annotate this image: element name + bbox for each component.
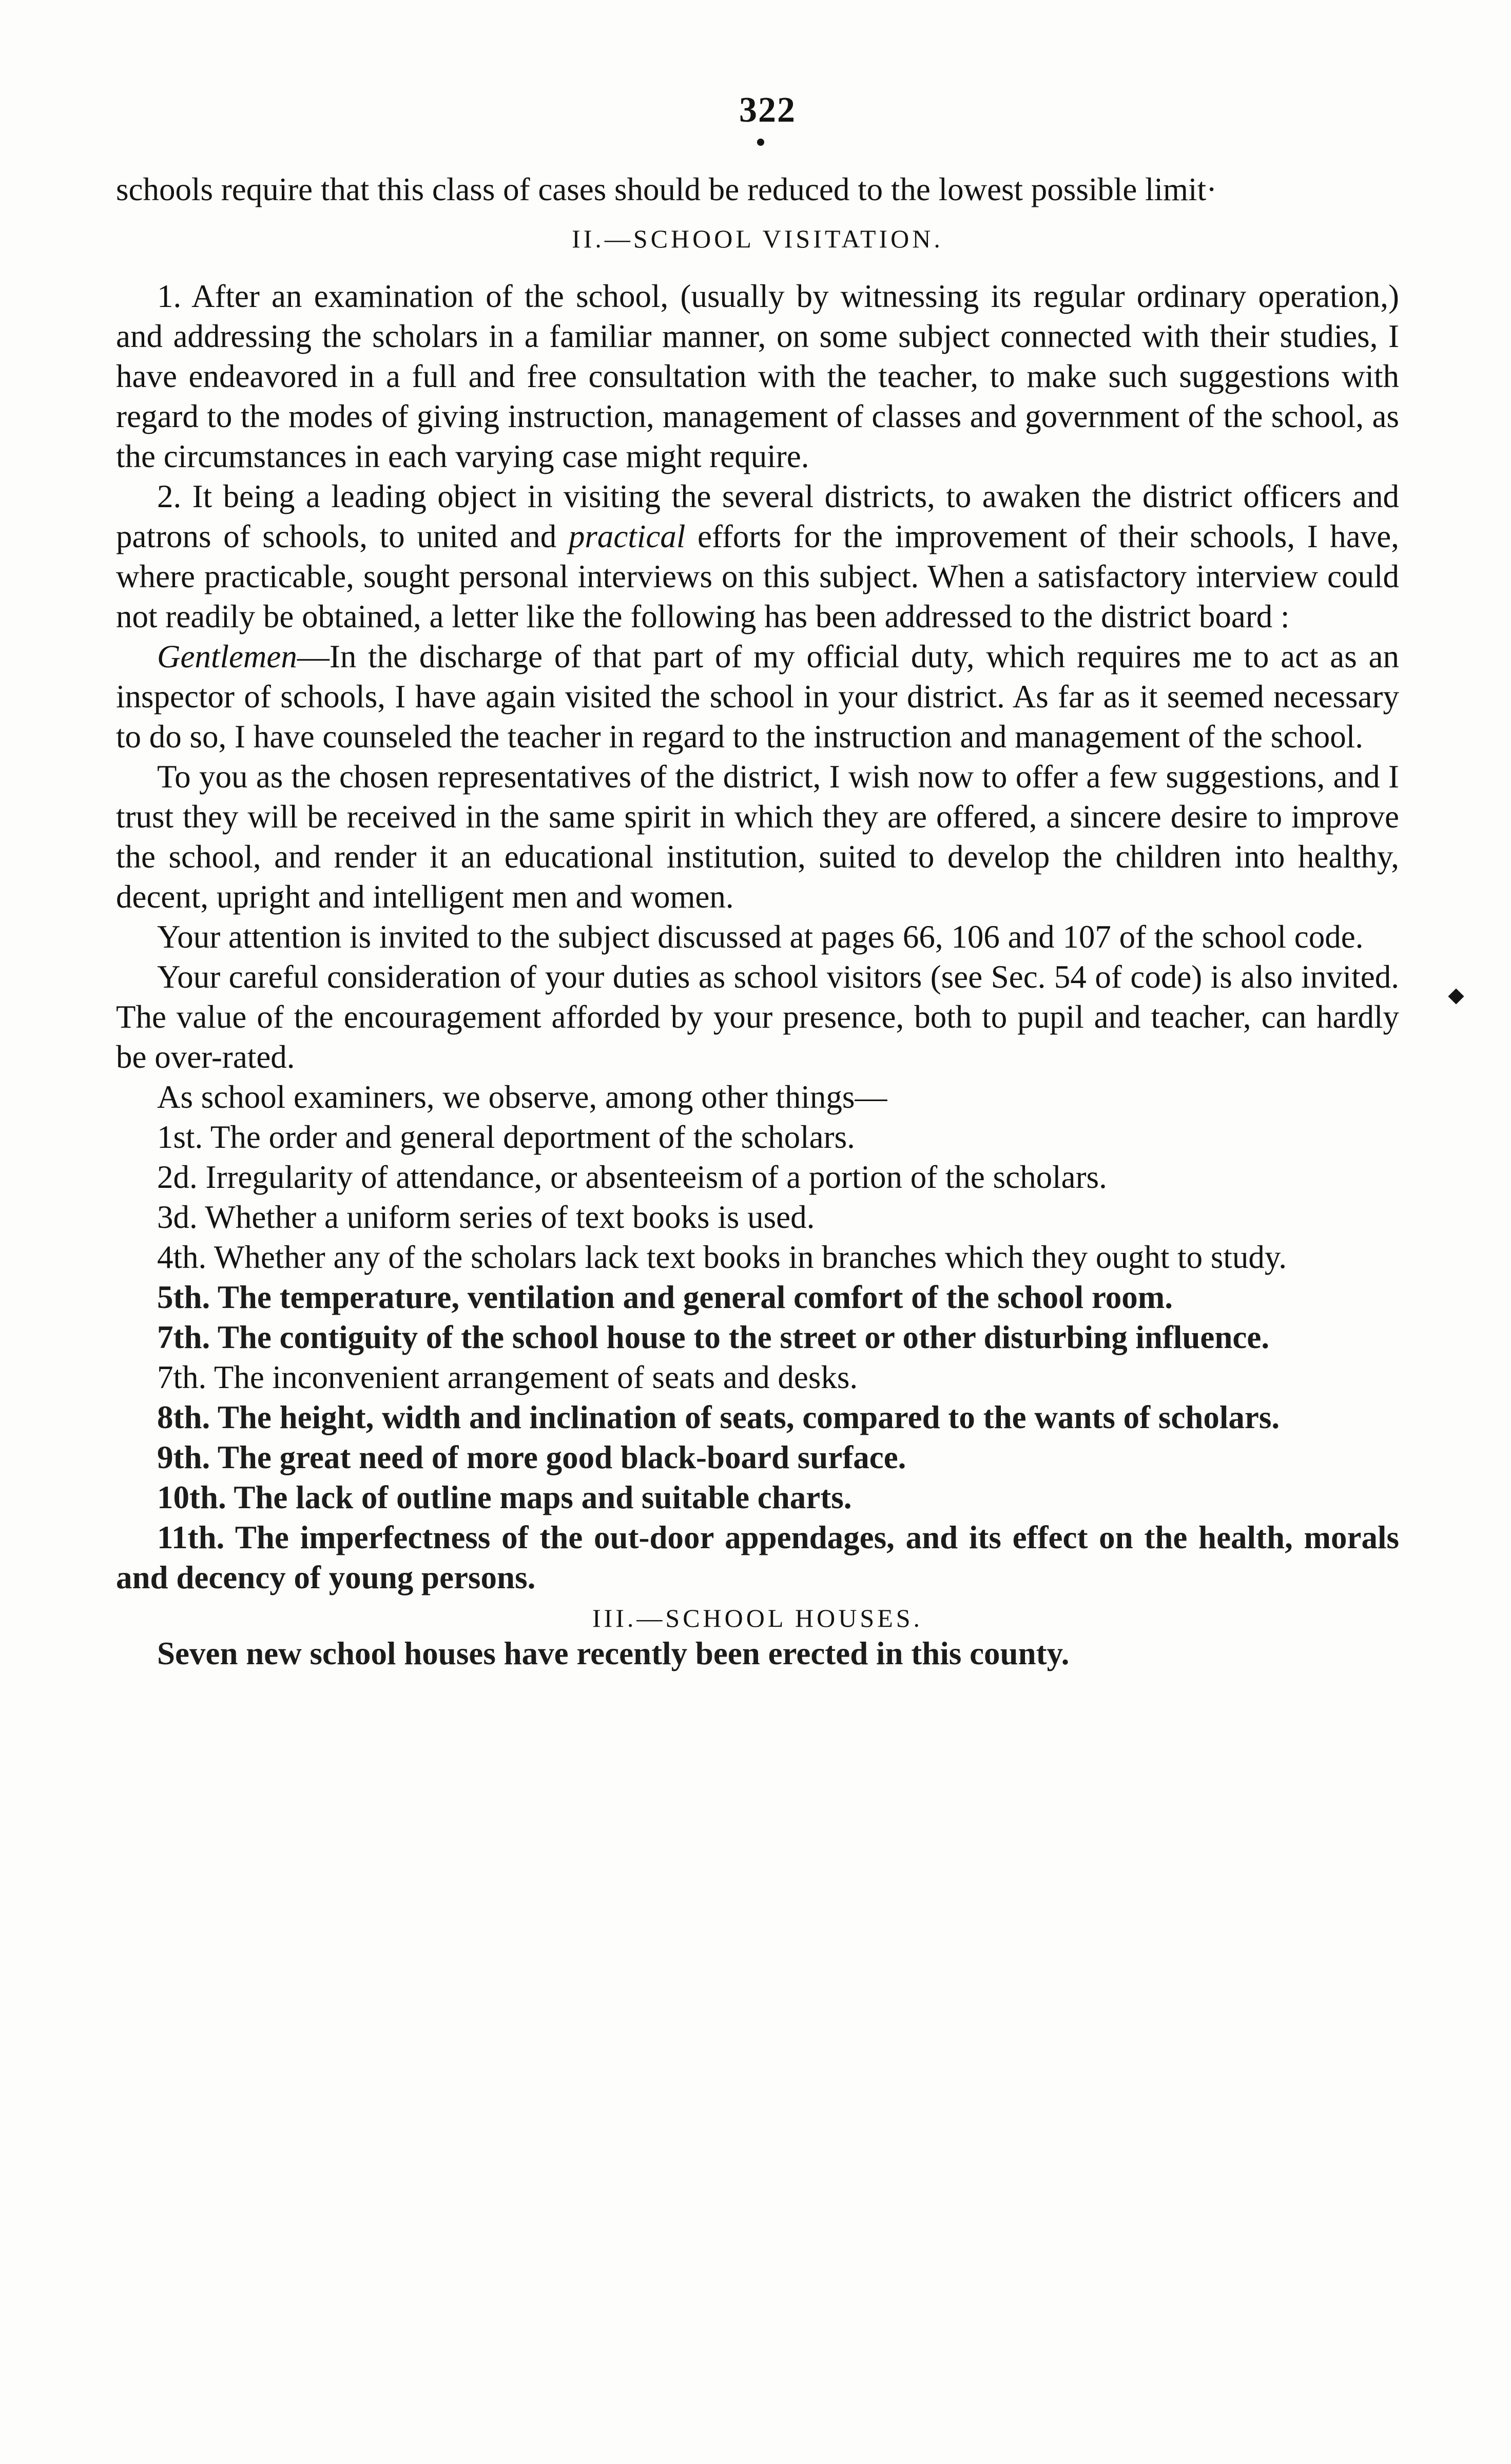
list-item-11: 11th. The imperfectness of the out-door appendages, and its effect on the health, morals and decency of young persons. [116, 1519, 1399, 1595]
page-number: 322 [739, 90, 796, 130]
letter-paragraph-1-text: —In the discharge of that part of my official duty, which requires me to act as an inspector of schools, I have again visited the school in your district. As far as it seemed necessary to do so, I have counseled the teacher in regard to the instruction and management of the school. [116, 639, 1399, 755]
list-item-1: 1st. The order and general deportment of the scholars. [157, 1119, 855, 1155]
list-item-3: 3d. Whether a uniform series of text books is used. [157, 1199, 815, 1235]
letter-salutation: Gentlemen [157, 639, 297, 675]
paragraph-2-emphasis: practical [568, 518, 686, 554]
body-text [116, 169, 1399, 1673]
letter-paragraph-4: Your careful consideration of your duties as school visitors (see Sec. 54 of code) is also invited. The value of the encouragement afforded by your presence, both to pupil and teacher, can hardly be over-rated. [116, 959, 1399, 1075]
list-item-7: 7th. The inconvenient arrangement of seats and desks. [157, 1359, 858, 1395]
paragraph-1: 1. After an examination of the school, (usually by witnessing its regular ordinary operation,) and addressing the scholars in a familiar manner, on some subject connected with their studies, I have endeavored in a full and free consultation with the teacher, to make such suggestions with regard to the modes of giving instruction, management of classes and government of the school, as the circumstances in each varying case might require. [116, 278, 1399, 474]
page-dot-mark [757, 139, 764, 146]
letter-paragraph-2: To you as the chosen representatives of the district, I wish now to offer a few suggestions, and I trust they will be received in the same spirit in which they are offered, a sincere desire to improve the school, and render it an educational institution, suited to develop the children into healthy, decent, upright and intelligent men and women. [116, 759, 1399, 915]
paragraph-2-text-a: 2. It being a leading object in visiting the several districts, to awaken the district officers and patrons of schools, to united and [116, 478, 1399, 554]
list-item-2: 2d. Irregularity of attendance, or absenteeism of a portion of the scholars. [157, 1159, 1107, 1195]
list-item-6: 7th. The contiguity of the school house to the street or other disturbing influence. [157, 1319, 1270, 1355]
margin-mark [1448, 988, 1464, 1004]
list-item-10: 10th. The lack of outline maps and suitable charts. [157, 1479, 852, 1515]
paragraph-2-text-b: efforts for the improvement of their schools, I have, where practicable, sought personal interviews on this subject. When a satisfactory interview could not readily be obtained, a letter like the following has been addressed to the district board : [116, 518, 1399, 634]
list-item-8: 8th. The height, width and inclination of seats, compared to the wants of scholars. [157, 1399, 1280, 1435]
paragraph-2 [116, 476, 1399, 637]
list-item-4: 4th. Whether any of the scholars lack text books in branches which they ought to study. [157, 1239, 1287, 1275]
list-item-5: 5th. The temperature, ventilation and general comfort of the school room. [157, 1279, 1173, 1315]
letter-paragraph-1 [116, 637, 1399, 757]
intro-paragraph: schools require that this class of cases should be reduced to the lowest possible limit· [116, 171, 1217, 207]
closing-paragraph: Seven new school houses have recently been erected in this county. [157, 1635, 1070, 1671]
section-heading-school-houses: III.—SCHOOL HOUSES. [592, 1604, 923, 1632]
section-heading-school-visitation: II.—SCHOOL VISITATION. [572, 224, 943, 253]
list-item-9: 9th. The great need of more good black-board surface. [157, 1439, 906, 1475]
letter-paragraph-3: Your attention is invited to the subject discussed at pages 66, 106 and 107 of the school code. [157, 919, 1364, 955]
letter-paragraph-5: As school examiners, we observe, among other things— [157, 1079, 887, 1115]
